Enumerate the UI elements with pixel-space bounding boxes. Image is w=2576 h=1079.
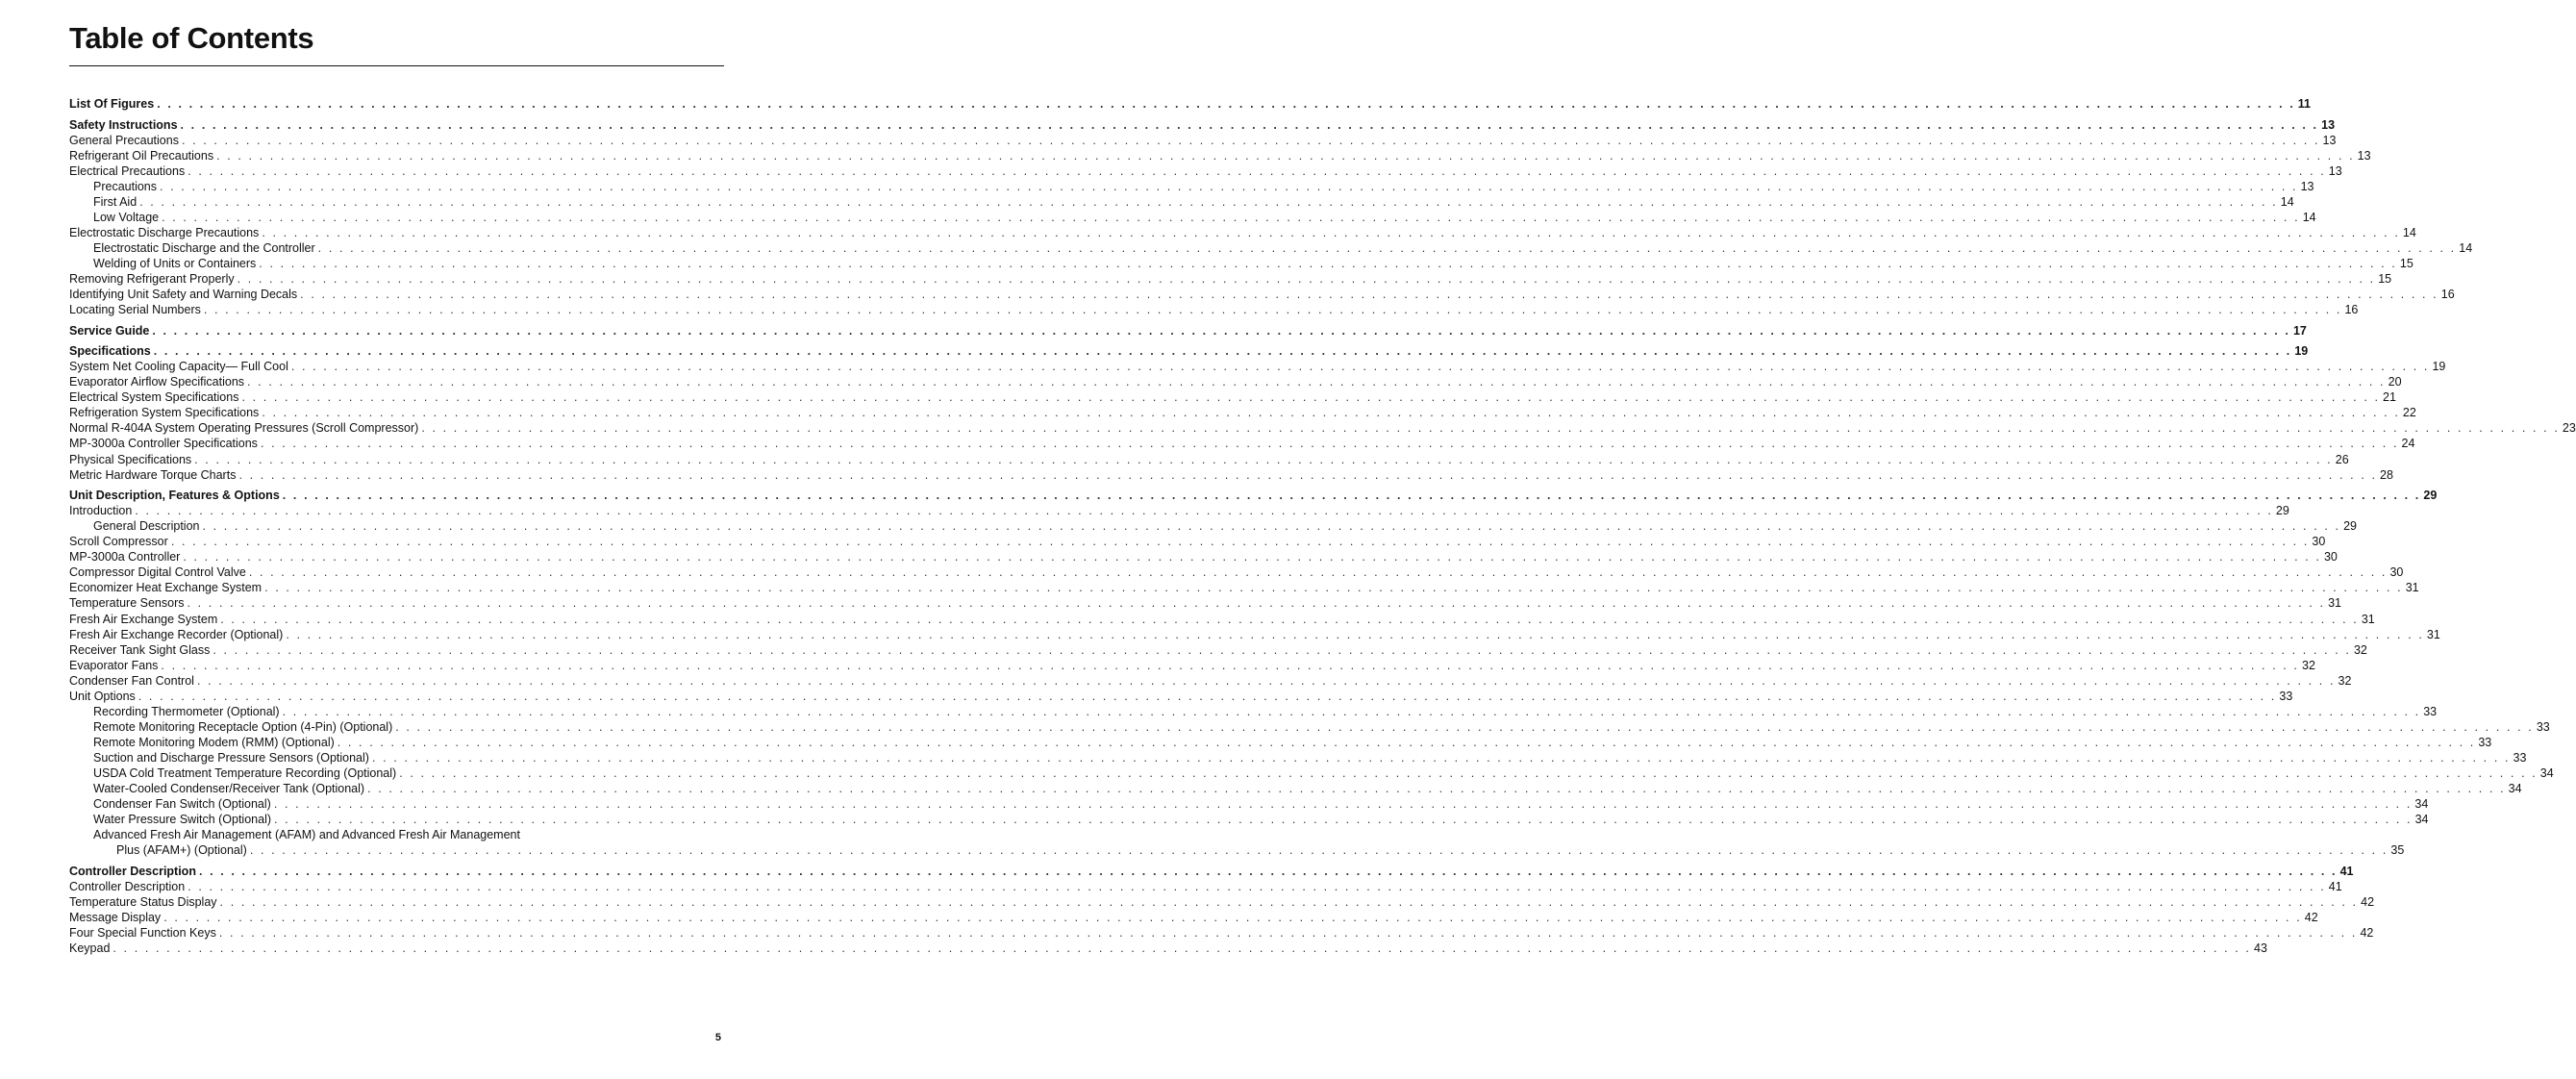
toc-entry-title: Precautions xyxy=(93,179,158,193)
toc-entry-title: Electrical System Specifications xyxy=(69,390,239,405)
toc-entry-page: 30 xyxy=(2389,565,2404,580)
toc-entry-title: Scroll Compressor xyxy=(69,535,168,549)
dot-leader: . . . . . . . . . . . . . . . . . . . . . . . . . . . . . . . . . . . . . . . . . . . . . . . . . . . . . . . . . . . . . . . . . . . . . . . . . . . . . . . . . . . . . . . . . . . . . . . . . . . . . . . . . . . . . . . . . . . . . . . . . . . . . . . . . . . . . . . . . . . . . . . . . . . . . . . . . . . . . . . . . . . . . . . . . . . . . . . . . . . . . . . . . . . . . . . . . . . . . . . . xyxy=(337,735,2476,749)
toc-entry-page: 20 xyxy=(2388,375,2402,389)
toc-entry-page: 17 xyxy=(2292,323,2307,338)
toc-entry-title: Service Guide xyxy=(69,323,150,338)
dot-leader: . . . . . . . . . . . . . . . . . . . . . . . . . . . . . . . . . . . . . . . . . . . . . . . . . . . . . . . . . . . . . . . . . . . . . . . . . . . . . . . . . . . . . . . . . . . . . . . . . . . . . . . . . . . . . . . . . . . . . . . . . . . . . . . . . . . . . . . . . . . . . . . . . . . . . . . . . . . . . . . . . . . . . . . . . . . . . . . . . . . . . . . . . . . . . . . . . . . . . . . . xyxy=(282,704,2421,718)
toc-entry-page: 33 xyxy=(2513,750,2527,765)
toc-entry-title: Fresh Air Exchange Recorder (Optional) xyxy=(69,627,284,641)
toc-entry[interactable] xyxy=(69,689,2293,704)
dot-leader: . . . . . . . . . . . . . . . . . . . . . . . . . . . . . . . . . . . . . . . . . . . . . . . . . . . . . . . . . . . . . . . . . . . . . . . . . . . . . . . . . . . . . . . . . . . . . . . . . . . . . . . . . . . . . . . . . . . . . . . . . . . . . . . . . . . . . . . . . . . . . . . . . . . . . . . . . . . . . . . . . . . . . . . . . . . . . . . . . . . . . . . . . . . . . . . . . . . . . . . . xyxy=(113,941,2251,955)
toc-entry-title: Compressor Digital Control Valve xyxy=(69,565,246,580)
toc-entry-page: 23 xyxy=(2562,421,2576,436)
toc-entry-title: Four Special Function Keys xyxy=(69,925,216,940)
toc-entry-title: Specifications xyxy=(69,344,151,359)
toc-entry-title: Removing Refrigerant Properly xyxy=(69,272,235,287)
toc-entry[interactable] xyxy=(69,534,2326,549)
dot-leader: . . . . . . . . . . . . . . . . . . . . . . . . . . . . . . . . . . . . . . . . . . . . . . . . . . . . . . . . . . . . . . . . . . . . . . . . . . . . . . . . . . . . . . . . . . . . . . . . . . . . . . . . . . . . . . . . . . . . . . . . . . . . . . . . . . . . . . . . . . . . . . . . . . . . . . . . . . . . . . . . . . . . . . . . . . . . . . . . . . . . . . . . . . . . . . . . . . . . . . . . xyxy=(300,288,2438,302)
toc-entry-title: General Description xyxy=(93,519,200,534)
toc-entry-title: Remote Monitoring Receptacle Option (4-Pin) (Optional) xyxy=(93,719,393,734)
toc-entry-page: 30 xyxy=(2323,550,2338,565)
toc-entry[interactable] xyxy=(69,879,2342,894)
toc-entry[interactable] xyxy=(69,518,2357,534)
toc-entry-page: 13 xyxy=(2328,163,2342,178)
dot-leader: . . . . . . . . . . . . . . . . . . . . . . . . . . . . . . . . . . . . . . . . . . . . . . . . . . . . . . . . . . . . . . . . . . . . . . . . . . . . . . . . . . . . . . . . . . . . . . . . . . . . . . . . . . . . . . . . . . . . . . . . . . . . . . . . . . . . . . . . . . . . . . . . . . . . . . . . . . . . . . . . . . . . . . . . . . . . . . . . . . . . . . . . . . . . . . . . . . . . . . . . xyxy=(196,673,2336,688)
dot-leader: . . . . . . . . . . . . . . . . . . . . . . . . . . . . . . . . . . . . . . . . . . . . . . . . . . . . . . . . . . . . . . . . . . . . . . . . . . . . . . . . . . . . . . . . . . . . . . . . . . . . . . . . . . . . . . . . . . . . . . . . . . . . . . . . . . . . . . . . . . . . . . . . . . . . . . . . . . . . . . . . . . . . . . . . . . . . . . . . . . . . . . . . . . . . . . . . . . . . . . . . xyxy=(264,581,2403,595)
toc-entry-page: 33 xyxy=(2423,704,2438,718)
toc-section-entry[interactable] xyxy=(69,864,2354,879)
toc-entry-title: Recording Thermometer (Optional) xyxy=(93,704,280,718)
toc-entry[interactable] xyxy=(69,910,2318,925)
toc-entry-title: Advanced Fresh Air Management (AFAM) and Advanced Fresh Air Management xyxy=(93,828,520,842)
dot-leader: . . . . . . . . . . . . . . . . . . . . . . . . . . . . . . . . . . . . . . . . . . . . . . . . . . . . . . . . . . . . . . . . . . . . . . . . . . . . . . . . . . . . . . . . . . . . . . . . . . . . . . . . . . . . . . . . . . . . . . . . . . . . . . . . . . . . . . . . . . . . . . . . . . . . . . . . . . . . . . . . . . . . . . . . . . . . . . . . . . . . . . . . . . . . . . . . . . . . . . . . xyxy=(152,323,2290,338)
toc-entry-title: Evaporator Airflow Specifications xyxy=(69,375,245,389)
toc-entry[interactable] xyxy=(69,256,2413,271)
toc-entry-title: List Of Figures xyxy=(69,97,155,111)
toc-entry-title: Plus (AFAM+) (Optional) xyxy=(116,843,247,858)
toc-entry[interactable] xyxy=(69,210,2316,225)
toc-entry-page: 19 xyxy=(2294,344,2309,359)
toc-entry-title: System Net Cooling Capacity— Full Cool xyxy=(69,360,288,374)
toc-entry-title: Temperature Status Display xyxy=(69,894,217,909)
toc-entry[interactable] xyxy=(69,503,2289,518)
toc-entry-page: 16 xyxy=(2344,303,2359,317)
page-title: Table of Contents xyxy=(69,21,314,55)
toc-entry[interactable] xyxy=(69,796,2429,812)
toc-entry-page: 30 xyxy=(2312,535,2326,549)
toc-entry-page: 19 xyxy=(2432,360,2446,374)
toc-entry-title: Safety Instructions xyxy=(69,117,178,132)
dot-leader: . . . . . . . . . . . . . . . . . . . . . . . . . . . . . . . . . . . . . . . . . . . . . . . . . . . . . . . . . . . . . . . . . . . . . . . . . . . . . . . . . . . . . . . . . . . . . . . . . . . . . . . . . . . . . . . . . . . . . . . . . . . . . . . . . . . . . . . . . . . . . . . . . . . . . . . . . . . . . . . . . . . . . . . . . . . . . . . . . . . . . . . . . . . . . . . . . . . . . . . . xyxy=(218,925,2358,940)
dot-leader: . . . . . . . . . . . . . . . . . . . . . . . . . . . . . . . . . . . . . . . . . . . . . . . . . . . . . . . . . . . . . . . . . . . . . . . . . . . . . . . . . . . . . . . . . . . . . . . . . . . . . . . . . . . . . . . . . . . . . . . . . . . . . . . . . . . . . . . . . . . . . . . . . . . . . . . . . . . . . . . . . . . . . . . . . . . . . . . . . . . . . . . . . . . . . . . . . . . . . . . . xyxy=(395,719,2534,734)
toc-entry[interactable] xyxy=(69,658,2315,673)
toc-entry-title: Welding of Units or Containers xyxy=(93,256,257,270)
toc-entry-page: 29 xyxy=(2423,489,2438,503)
dot-leader: . . . . . . . . . . . . . . . . . . . . . . . . . . . . . . . . . . . . . . . . . . . . . . . . . . . . . . . . . . . . . . . . . . . . . . . . . . . . . . . . . . . . . . . . . . . . . . . . . . . . . . . . . . . . . . . . . . . . . . . . . . . . . . . . . . . . . . . . . . . . . . . . . . . . . . . . . . . . . . . . . . . . . . . . . . . . . . . . . . . . . . . . . . . . . . . . . . . . . . . . xyxy=(198,864,2338,878)
toc-entry-page: 34 xyxy=(2508,782,2522,796)
dot-leader: . . . . . . . . . . . . . . . . . . . . . . . . . . . . . . . . . . . . . . . . . . . . . . . . . . . . . . . . . . . . . . . . . . . . . . . . . . . . . . . . . . . . . . . . . . . . . . . . . . . . . . . . . . . . . . . . . . . . . . . . . . . . . . . . . . . . . . . . . . . . . . . . . . . . . . . . . . . . . . . . . . . . . . . . . . . . . . . . . . . . . . . . . . . . . . . . . . . . . . . . xyxy=(183,550,2321,565)
toc-entry[interactable] xyxy=(69,595,2342,611)
toc-entry-page: 15 xyxy=(2378,272,2392,287)
toc-entry[interactable] xyxy=(69,374,2402,389)
toc-entry-title: Refrigeration System Specifications xyxy=(69,406,260,420)
toc-entry-title: Metric Hardware Torque Charts xyxy=(69,467,237,482)
toc-entry-title: Refrigerant Oil Precautions xyxy=(69,148,214,163)
toc-entry[interactable] xyxy=(69,673,2352,689)
toc-section-entry[interactable] xyxy=(69,323,2307,339)
toc-entry-page: 34 xyxy=(2414,797,2429,812)
dot-leader: . . . . . . . . . . . . . . . . . . . . . . . . . . . . . . . . . . . . . . . . . . . . . . . . . . . . . . . . . . . . . . . . . . . . . . . . . . . . . . . . . . . . . . . . . . . . . . . . . . . . . . . . . . . . . . . . . . . . . . . . . . . . . . . . . . . . . . . . . . . . . . . . . . . . . . . . . . . . . . . . . . . . . . . . . . . . . . . . . . . . . . . . . . . . . . . . . . . . . . . . xyxy=(238,467,2378,482)
toc-entry-page: 33 xyxy=(2478,735,2492,749)
toc-entry-title: Electrostatic Discharge and the Controller xyxy=(93,240,315,255)
toc-entry-page: 41 xyxy=(2339,864,2354,878)
dot-leader: . . . . . . . . . . . . . . . . . . . . . . . . . . . . . . . . . . . . . . . . . . . . . . . . . . . . . . . . . . . . . . . . . . . . . . . . . . . . . . . . . . . . . . . . . . . . . . . . . . . . . . . . . . . . . . . . . . . . . . . . . . . . . . . . . . . . . . . . . . . . . . . . . . . . . . . . . . . . . . . . . . . . . . . . . . . . . . . . . . . . . . . . . . . . . . . . . . . . . . . . xyxy=(170,535,2310,549)
toc-entry[interactable] xyxy=(69,271,2392,287)
toc-entry[interactable] xyxy=(69,735,2492,750)
toc-entry[interactable] xyxy=(69,827,712,842)
toc-entry-page: 42 xyxy=(2361,894,2375,909)
toc-entry[interactable] xyxy=(69,302,2359,317)
dot-leader: . . . . . . . . . . . . . . . . . . . . . . . . . . . . . . . . . . . . . . . . . . . . . . . . . . . . . . . . . . . . . . . . . . . . . . . . . . . . . . . . . . . . . . . . . . . . . . . . . . . . . . . . . . . . . . . . . . . . . . . . . . . . . . . . . . . . . . . . . . . . . . . . . . . . . . . . . . . . . . . . . . . . . . . . . . . . . . . . . . . . . . . . . . . . . . . . . . . . . . . . xyxy=(188,879,2326,893)
toc-entry-page: 21 xyxy=(2383,390,2396,405)
toc-entry-page: 14 xyxy=(2280,194,2294,209)
dot-leader: . . . . . . . . . . . . . . . . . . . . . . . . . . . . . . . . . . . . . . . . . . . . . . . . . . . . . . . . . . . . . . . . . . . . . . . . . . . . . . . . . . . . . . . . . . . . . . . . . . . . . . . . . . . . . . . . . . . . . . . . . . . . . . . . . . . . . . . . . . . . . . . . . . . . . . . . . . . . . . . . . . . . . . . . . . . . . . . . . . . . . . . . . . . . . . . . . . . . . . . . xyxy=(290,360,2430,374)
toc-entry-title: Condenser Fan Switch (Optional) xyxy=(93,797,271,812)
toc-entry-page: 34 xyxy=(2414,813,2429,827)
toc-entry-page: 42 xyxy=(2304,910,2318,924)
dot-leader: . . . . . . . . . . . . . . . . . . . . . . . . . . . . . . . . . . . . . . . . . . . . . . . . . . . . . . . . . . . . . . . . . . . . . . . . . . . . . . . . . . . . . . . . . . . . . . . . . . . . . . . . . . . . . . . . . . . . . . . . . . . . . . . . . . . . . . . . . . . . . . . . . . . . . . . . . . . . . . . . . . . . . . . . . . . . . . . . . . . . . . . . . . . . . . . . . . . . . . . . xyxy=(213,642,2351,657)
toc-entry-page: 33 xyxy=(2279,689,2293,703)
toc-entry-page: 24 xyxy=(2401,437,2415,451)
dot-leader: . . . . . . . . . . . . . . . . . . . . . . . . . . . . . . . . . . . . . . . . . . . . . . . . . . . . . . . . . . . . . . . . . . . . . . . . . . . . . . . . . . . . . . . . . . . . . . . . . . . . . . . . . . . . . . . . . . . . . . . . . . . . . . . . . . . . . . . . . . . . . . . . . . . . . . . . . . . . . . . . . . . . . . . . . . . . . . . . . . . . . . . . . . . . . . . . . . . . . . . . xyxy=(202,519,2341,534)
toc-entry-page: 31 xyxy=(2361,612,2375,626)
toc-entry-title: Remote Monitoring Modem (RMM) (Optional) xyxy=(93,735,335,749)
toc-entry[interactable] xyxy=(69,750,2527,765)
toc-entry[interactable] xyxy=(69,765,2554,781)
toc-entry-page: 22 xyxy=(2402,406,2416,420)
toc-entry-page: 15 xyxy=(2399,256,2413,270)
toc-entry-title: USDA Cold Treatment Temperature Recording (Optional) xyxy=(93,765,397,780)
toc-entry[interactable] xyxy=(69,359,2446,374)
toc-entry[interactable] xyxy=(69,240,2473,256)
dot-leader: . . . . . . . . . . . . . . . . . . . . . . . . . . . . . . . . . . . . . . . . . . . . . . . . . . . . . . . . . . . . . . . . . . . . . . . . . . . . . . . . . . . . . . . . . . . . . . . . . . . . . . . . . . . . . . . . . . . . . . . . . . . . . . . . . . . . . . . . . . . . . . . . . . . . . . . . . . . . . . . . . . . . . . . . . . . . . . . . . . . . . . . . . . . . . . . . . . . . . . . . xyxy=(273,797,2413,812)
toc-entry-title: Water Pressure Switch (Optional) xyxy=(93,813,272,827)
toc-entry[interactable] xyxy=(69,225,2416,240)
toc-entry-title: Electrostatic Discharge Precautions xyxy=(69,225,260,239)
toc-entry[interactable] xyxy=(69,405,2416,420)
toc-entry-title: Normal R-404A System Operating Pressures (Scroll Compressor) xyxy=(69,421,419,436)
page-number: 5 xyxy=(714,1032,721,1043)
dot-leader: . . . . . . . . . . . . . . . . . . . . . . . . . . . . . . . . . . . . . . . . . . . . . . . . . . . . . . . . . . . . . . . . . . . . . . . . . . . . . . . . . . . . . . . . . . . . . . . . . . . . . . . . . . . . . . . . . . . . . . . . . . . . . . . . . . . . . . . . . . . . . . . . . . . . . . . . . . . . . . . . . . . . . . . . . . . . . . . . . . . . . . . . . . . . . . . . . . . . . . . . xyxy=(247,375,2386,389)
toc-entry-page: 16 xyxy=(2440,288,2455,302)
toc-entry-title: Identifying Unit Safety and Warning Decals xyxy=(69,288,298,302)
toc-entry[interactable] xyxy=(69,420,2576,436)
toc-entry-page: 26 xyxy=(2335,452,2349,466)
dot-leader: . . . . . . . . . . . . . . . . . . . . . . . . . . . . . . . . . . . . . . . . . . . . . . . . . . . . . . . . . . . . . . . . . . . . . . . . . . . . . . . . . . . . . . . . . . . . . . . . . . . . . . . . . . . . . . . . . . . . . . . . . . . . . . . . . . . . . . . . . . . . . . . . . . . . . . . . . . . . . . . . . . . . . . . . . . . . . . . . . . . . . . . . . . . . . . . . . . . . . . . . xyxy=(220,612,2359,626)
toc-entry-title: Water-Cooled Condenser/Receiver Tank (Optional) xyxy=(93,782,365,796)
toc-entry-page: 32 xyxy=(2338,673,2352,688)
toc-entry[interactable] xyxy=(69,842,2405,858)
dot-leader: . . . . . . . . . . . . . . . . . . . . . . . . . . . . . . . . . . . . . . . . . . . . . . . . . . . . . . . . . . . . . . . . . . . . . . . . . . . . . . . . . . . . . . . . . . . . . . . . . . . . . . . . . . . . . . . . . . . . . . . . . . . . . . . . . . . . . . . . . . . . . . . . . . . . . . . . . . . . . . . . . . . . . . . . . . . . . . . . . . . . . . . . . . . . . . . . . . . . . . . . xyxy=(399,765,2538,780)
dot-leader: . . . . . . . . . . . . . . . . . . . . . . . . . . . . . . . . . . . . . . . . . . . . . . . . . . . . . . . . . . . . . . . . . . . . . . . . . . . . . . . . . . . . . . . . . . . . . . . . . . . . . . . . . . . . . . . . . . . . . . . . . . . . . . . . . . . . . . . . . . . . . . . . . . . . . . . . . . . . . . . . . . . . . . . . . . . . . . . . . . . . . . . . . . . . . . . . . . . . . . . . xyxy=(135,504,2273,518)
dot-leader: . . . . . . . . . . . . . . . . . . . . . . . . . . . . . . . . . . . . . . . . . . . . . . . . . . . . . . . . . . . . . . . . . . . . . . . . . . . . . . . . . . . . . . . . . . . . . . . . . . . . . . . . . . . . . . . . . . . . . . . . . . . . . . . . . . . . . . . . . . . . . . . . . . . . . . . . . . . . . . . . . . . . . . . . . . . . . . . . . . . . . . . . . . . . . . . . . . . . . . . . xyxy=(260,437,2399,451)
toc-entry-title: Suction and Discharge Pressure Sensors (Optional) xyxy=(93,750,369,765)
toc-entry-page: 14 xyxy=(2402,225,2416,239)
toc-entry[interactable] xyxy=(69,436,2415,451)
dot-leader: . . . . . . . . . . . . . . . . . . . . . . . . . . . . . . . . . . . . . . . . . . . . . . . . . . . . . . . . . . . . . . . . . . . . . . . . . . . . . . . . . . . . . . . . . . . . . . . . . . . . . . . . . . . . . . . . . . . . . . . . . . . . . . . . . . . . . . . . . . . . . . . . . . . . . . . . . . . . . . . . . . . . . . . . . . . . . . . . . . . . . . . . . . . . . . . . . . . . . . . . xyxy=(237,272,2376,287)
toc-entry-title: Condenser Fan Control xyxy=(69,673,194,688)
toc-entry[interactable] xyxy=(69,812,2429,827)
dot-leader: . . . . . . . . . . . . . . . . . . . . . . . . . . . . . . . . . . . . . . . . . . . . . . . . . . . . . . . . . . . . . . . . . . . . . . . . . . . . . . . . . . . . . . . . . . . . . . . . . . . . . . . . . . . . . . . . . . . . . . . . . . . . . . . . . . . . . . . . . . . . . . . . . . . . . . . . . . . . . . . . . . . . . . . . . . . . . . . . . . . . . . . . . . . . . . . . . . . . . . . . xyxy=(157,97,2295,111)
toc-entry-title: Physical Specifications xyxy=(69,452,192,466)
toc-entry-title: Fresh Air Exchange System xyxy=(69,612,218,626)
toc-entry-title: MP-3000a Controller Specifications xyxy=(69,437,258,451)
toc-section-entry[interactable] xyxy=(69,343,2309,359)
toc-entry[interactable] xyxy=(69,941,2267,956)
toc-entry-page: 32 xyxy=(2302,658,2315,672)
toc-entry-page: 13 xyxy=(2300,179,2314,193)
dot-leader: . . . . . . . . . . . . . . . . . . . . . . . . . . . . . . . . . . . . . . . . . . . . . . . . . . . . . . . . . . . . . . . . . . . . . . . . . . . . . . . . . . . . . . . . . . . . . . . . . . . . . . . . . . . . . . . . . . . . . . . . . . . . . . . . . . . . . . . . . . . . . . . . . . . . . . . . . . . . . . . . . . . . . . . . . . . . . . . . . . . . . . . . . . . . . . . . . . . . . . . . xyxy=(216,148,2355,163)
dot-leader: . . . . . . . . . . . . . . . . . . . . . . . . . . . . . . . . . . . . . . . . . . . . . . . . . . . . . . . . . . . . . . . . . . . . . . . . . . . . . . . . . . . . . . . . . . . . . . . . . . . . . . . . . . . . . . . . . . . . . . . . . . . . . . . . . . . . . . . . . . . . . . . . . . . . . . . . . . . . . . . . . . . . . . . . . . . . . . . . . . . . . . . . . . . . . . . . . . . . . . . . xyxy=(188,163,2326,178)
toc-section-entry[interactable] xyxy=(69,117,2336,133)
dot-leader: . . . . . . . . . . . . . . . . . . . . . . . . . . . . . . . . . . . . . . . . . . . . . . . . . . . . . . . . . . . . . . . . . . . . . . . . . . . . . . . . . . . . . . . . . . . . . . . . . . . . . . . . . . . . . . . . . . . . . . . . . . . . . . . . . . . . . . . . . . . . . . . . . . . . . . . . . . . . . . . . . . . . . . . . . . . . . . . . . . . . . . . . . . . . . . . . . . . . . . . . xyxy=(241,390,2381,405)
toc-entry[interactable] xyxy=(69,452,2349,467)
dot-leader: . . . . . . . . . . . . . . . . . . . . . . . . . . . . . . . . . . . . . . . . . . . . . . . . . . . . . . . . . . . . . . . . . . . . . . . . . . . . . . . . . . . . . . . . . . . . . . . . . . . . . . . . . . . . . . . . . . . . . . . . . . . . . . . . . . . . . . . . . . . . . . . . . . . . . . . . . . . . . . . . . . . . . . . . . . . . . . . . . . . . . . . . . . . . . . . . . . . . . . . . xyxy=(138,689,2277,703)
dot-leader: . . . . . . . . . . . . . . . . . . . . . . . . . . . . . . . . . . . . . . . . . . . . . . . . . . . . . . . . . . . . . . . . . . . . . . . . . . . . . . . . . . . . . . . . . . . . . . . . . . . . . . . . . . . . . . . . . . . . . . . . . . . . . . . . . . . . . . . . . . . . . . . . . . . . . . . . . . . . . . . . . . . . . . . . . . . . . . . . . . . . . . . . . . . . . . . . . . . . . . . . xyxy=(371,750,2511,765)
toc-entry-title: Message Display xyxy=(69,910,162,924)
dot-leader: . . . . . . . . . . . . . . . . . . . . . . . . . . . . . . . . . . . . . . . . . . . . . . . . . . . . . . . . . . . . . . . . . . . . . . . . . . . . . . . . . . . . . . . . . . . . . . . . . . . . . . . . . . . . . . . . . . . . . . . . . . . . . . . . . . . . . . . . . . . . . . . . . . . . . . . . . . . . . . . . . . . . . . . . . . . . . . . . . . . . . . . . . . . . . . . . . . . . . . . . xyxy=(274,813,2413,827)
dot-leader: . . . . . . . . . . . . . . . . . . . . . . . . . . . . . . . . . . . . . . . . . . . . . . . . . . . . . . . . . . . . . . . . . . . . . . . . . . . . . . . . . . . . . . . . . . . . . . . . . . . . . . . . . . . . . . . . . . . . . . . . . . . . . . . . . . . . . . . . . . . . . . . . . . . . . . . . . . . . . . . . . . . . . . . . . . . . . . . . . . . . . . . . . . . . . . . . . . . . . . . . xyxy=(153,344,2292,359)
toc-entry-page: 29 xyxy=(2275,504,2289,518)
toc-entry-title: Evaporator Fans xyxy=(69,658,159,672)
dot-leader: . . . . . . . . . . . . . . . . . . . . . . . . . . . . . . . . . . . . . . . . . . . . . . . . . . . . . . . . . . . . . . . . . . . . . . . . . . . . . . . . . . . . . . . . . . . . . . . . . . . . . . . . . . . . . . . . . . . . . . . . . . . . . . . . . . . . . . . . . . . . . . . . . . . . . . . . . . . . . . . . . . . . . . . . . . . . . . . . . . . . . . . . . . . . . . . . . . . . . . . . xyxy=(194,452,2333,466)
toc-entry-title: Controller Description xyxy=(69,864,196,878)
toc-entry-page: 31 xyxy=(2405,581,2419,595)
dot-leader: . . . . . . . . . . . . . . . . . . . . . . . . . . . . . . . . . . . . . . . . . . . . . . . . . . . . . . . . . . . . . . . . . . . . . . . . . . . . . . . . . . . . . . . . . . . . . . . . . . . . . . . . . . . . . . . . . . . . . . . . . . . . . . . . . . . . . . . . . . . . . . . . . . . . . . . . . . . . . . . . . . . . . . . . . . . . . . . . . . . . . . . . . . . . . . . . . . . . . . . . xyxy=(160,179,2298,193)
toc-entry[interactable] xyxy=(69,287,2455,302)
table-of-contents xyxy=(69,96,2576,956)
toc-entry-page: 13 xyxy=(2321,117,2336,132)
toc-entry-page: 11 xyxy=(2297,97,2312,111)
dot-leader: . . . . . . . . . . . . . . . . . . . . . . . . . . . . . . . . . . . . . . . . . . . . . . . . . . . . . . . . . . . . . . . . . . . . . . . . . . . . . . . . . . . . . . . . . . . . . . . . . . . . . . . . . . . . . . . . . . . . . . . . . . . . . . . . . . . . . . . . . . . . . . . . . . . . . . . . . . . . . . . . . . . . . . . . . . . . . . . . . . . . . . . . . . . . . . . . . . . . . . . . xyxy=(180,117,2319,132)
toc-entry-title: First Aid xyxy=(93,194,138,209)
toc-entry[interactable] xyxy=(69,163,2342,179)
toc-entry[interactable] xyxy=(69,894,2375,910)
toc-entry[interactable] xyxy=(69,565,2404,580)
toc-entry-title: Unit Options xyxy=(69,689,136,703)
toc-entry[interactable] xyxy=(69,642,2367,658)
toc-entry-title: Controller Description xyxy=(69,879,186,893)
toc-entry-page: 41 xyxy=(2328,879,2342,893)
dot-leader: . . . . . . . . . . . . . . . . . . . . . . . . . . . . . . . . . . . . . . . . . . . . . . . . . . . . . . . . . . . . . . . . . . . . . . . . . . . . . . . . . . . . . . . . . . . . . . . . . . . . . . . . . . . . . . . . . . . . . . . . . . . . . . . . . . . . . . . . . . . . . . . . . . . . . . . . . . . . . . . . . . . . . . . . . . . . . . . . . . . . . . . . . . . . . . . . . . . . . . . . xyxy=(249,843,2388,858)
toc-entry-title: Unit Description, Features & Options xyxy=(69,489,280,503)
dot-leader: . . . . . . . . . . . . . . . . . . . . . . . . . . . . . . . . . . . . . . . . . . . . . . . . . . . . . . . . . . . . . . . . . . . . . . . . . . . . . . . . . . . . . . . . . . . . . . . . . . . . . . . . . . . . . . . . . . . . . . . . . . . . . . . . . . . . . . . . . . . . . . . . . . . . . . . . . . . . . . . . . . . . . . . . . . . . . . . . . . . . . . . . . . . . . . . . . . . . . . . . xyxy=(163,910,2302,924)
toc-entry-title: Keypad xyxy=(69,941,111,955)
toc-entry-page: 34 xyxy=(2539,765,2554,780)
toc-entry[interactable] xyxy=(69,389,2396,405)
toc-entry[interactable] xyxy=(69,925,2374,941)
toc-section-entry[interactable] xyxy=(69,96,2312,112)
toc-entry-title: Low Voltage xyxy=(93,210,160,224)
dot-leader: . . . . . . . . . . . . . . . . . . . . . . . . . . . . . . . . . . . . . . . . . . . . . . . . . . . . . . . . . . . . . . . . . . . . . . . . . . . . . . . . . . . . . . . . . . . . . . . . . . . . . . . . . . . . . . . . . . . . . . . . . . . . . . . . . . . . . . . . . . . . . . . . . . . . . . . . . . . . . . . . . . . . . . . . . . . . . . . . . . . . . . . . . . . . . . . . . . . . . . . . xyxy=(262,225,2400,239)
toc-entry-title: Receiver Tank Sight Glass xyxy=(69,642,211,657)
dot-leader: . . . . . . . . . . . . . . . . . . . . . . . . . . . . . . . . . . . . . . . . . . . . . . . . . . . . . . . . . . . . . . . . . . . . . . . . . . . . . . . . . . . . . . . . . . . . . . . . . . . . . . . . . . . . . . . . . . . . . . . . . . . . . . . . . . . . . . . . . . . . . . . . . . . . . . . . . . . . . . . . . . . . . . . . . . . . . . . . . . . . . . . . . . . . . . . . . . . . . . . . xyxy=(181,133,2320,147)
toc-entry-page: 13 xyxy=(2322,133,2337,147)
dot-leader: . . . . . . . . . . . . . . . . . . . . . . . . . . . . . . . . . . . . . . . . . . . . . . . . . . . . . . . . . . . . . . . . . . . . . . . . . . . . . . . . . . . . . . . . . . . . . . . . . . . . . . . . . . . . . . . . . . . . . . . . . . . . . . . . . . . . . . . . . . . . . . . . . . . . . . . . . . . . . . . . . . . . . . . . . . . . . . . . . . . . . . . . . . . . . . . . . . . . . . . . xyxy=(282,489,2421,503)
dot-leader: . . . . . . . . . . . . . . . . . . . . . . . . . . . . . . . . . . . . . . . . . . . . . . . . . . . . . . . . . . . . . . . . . . . . . . . . . . . . . . . . . . . . . . . . . . . . . . . . . . . . . . . . . . . . . . . . . . . . . . . . . . . . . . . . . . . . . . . . . . . . . . . . . . . . . . . . . . . . . . . . . . . . . . . . . . . . . . . . . . . . . . . . . . . . . . . . . . . . . . . . xyxy=(317,240,2457,255)
toc-entry-page: 31 xyxy=(2328,596,2342,611)
dot-leader: . . . . . . . . . . . . . . . . . . . . . . . . . . . . . . . . . . . . . . . . . . . . . . . . . . . . . . . . . . . . . . . . . . . . . . . . . . . . . . . . . . . . . . . . . . . . . . . . . . . . . . . . . . . . . . . . . . . . . . . . . . . . . . . . . . . . . . . . . . . . . . . . . . . . . . . . . . . . . . . . . . . . . . . . . . . . . . . . . . . . . . . . . . . . . . . . . . . . . . . . xyxy=(162,210,2300,224)
toc-entry-page: 14 xyxy=(2302,210,2316,224)
dot-leader: . . . . . . . . . . . . . . . . . . . . . . . . . . . . . . . . . . . . . . . . . . . . . . . . . . . . . . . . . . . . . . . . . . . . . . . . . . . . . . . . . . . . . . . . . . . . . . . . . . . . . . . . . . . . . . . . . . . . . . . . . . . . . . . . . . . . . . . . . . . . . . . . . . . . . . . . . . . . . . . . . . . . . . . . . . . . . . . . . . . . . . . . . . . . . . . . . . . . . . . . xyxy=(421,421,2560,436)
toc-entry-page: 42 xyxy=(2360,925,2374,940)
toc-entry-title: Electrical Precautions xyxy=(69,163,186,178)
toc-entry[interactable] xyxy=(69,580,2419,595)
toc-section-entry[interactable] xyxy=(69,488,2438,503)
toc-entry[interactable] xyxy=(69,194,2294,210)
dot-leader: . . . . . . . . . . . . . . . . . . . . . . . . . . . . . . . . . . . . . . . . . . . . . . . . . . . . . . . . . . . . . . . . . . . . . . . . . . . . . . . . . . . . . . . . . . . . . . . . . . . . . . . . . . . . . . . . . . . . . . . . . . . . . . . . . . . . . . . . . . . . . . . . . . . . . . . . . . . . . . . . . . . . . . . . . . . . . . . . . . . . . . . . . . . . . . . . . . . . . . . . xyxy=(286,627,2424,641)
title-divider xyxy=(69,65,724,66)
toc-entry-title: Introduction xyxy=(69,504,133,518)
toc-entry[interactable] xyxy=(69,467,2393,483)
toc-entry[interactable] xyxy=(69,781,2522,796)
toc-entry-page: 28 xyxy=(2380,467,2393,482)
toc-entry-page: 13 xyxy=(2357,148,2371,163)
toc-entry-page: 43 xyxy=(2254,941,2267,955)
toc-entry-title: Economizer Heat Exchange System xyxy=(69,581,263,595)
dot-leader: . . . . . . . . . . . . . . . . . . . . . . . . . . . . . . . . . . . . . . . . . . . . . . . . . . . . . . . . . . . . . . . . . . . . . . . . . . . . . . . . . . . . . . . . . . . . . . . . . . . . . . . . . . . . . . . . . . . . . . . . . . . . . . . . . . . . . . . . . . . . . . . . . . . . . . . . . . . . . . . . . . . . . . . . . . . . . . . . . . . . . . . . . . . . . . . . . . . . . . . . xyxy=(248,565,2388,580)
toc-entry[interactable] xyxy=(69,549,2338,565)
toc-entry-page: 32 xyxy=(2353,642,2367,657)
toc-entry-title: General Precautions xyxy=(69,133,179,147)
toc-entry[interactable] xyxy=(69,148,2371,163)
dot-leader: . . . . . . . . . . . . . . . . . . . . . . . . . . . . . . . . . . . . . . . . . . . . . . . . . . . . . . . . . . . . . . . . . . . . . . . . . . . . . . . . . . . . . . . . . . . . . . . . . . . . . . . . . . . . . . . . . . . . . . . . . . . . . . . . . . . . . . . . . . . . . . . . . . . . . . . . . . . . . . . . . . . . . . . . . . . . . . . . . . . . . . . . . . . . . . . . . . . . . . . . xyxy=(161,658,2300,672)
toc-entry-title: MP-3000a Controller xyxy=(69,550,181,565)
dot-leader: . . . . . . . . . . . . . . . . . . . . . . . . . . . . . . . . . . . . . . . . . . . . . . . . . . . . . . . . . . . . . . . . . . . . . . . . . . . . . . . . . . . . . . . . . . . . . . . . . . . . . . . . . . . . . . . . . . . . . . . . . . . . . . . . . . . . . . . . . . . . . . . . . . . . . . . . . . . . . . . . . . . . . . . . . . . . . . . . . . . . . . . . . . . . . . . . . . . . . . . . xyxy=(259,256,2397,270)
toc-entry-title: Temperature Sensors xyxy=(69,596,185,611)
dot-leader: . . . . . . . . . . . . . . . . . . . . . . . . . . . . . . . . . . . . . . . . . . . . . . . . . . . . . . . . . . . . . . . . . . . . . . . . . . . . . . . . . . . . . . . . . . . . . . . . . . . . . . . . . . . . . . . . . . . . . . . . . . . . . . . . . . . . . . . . . . . . . . . . . . . . . . . . . . . . . . . . . . . . . . . . . . . . . . . . . . . . . . . . . . . . . . . . . . . . . . . . xyxy=(139,194,2278,209)
dot-leader: . . . . . . . . . . . . . . . . . . . . . . . . . . . . . . . . . . . . . . . . . . . . . . . . . . . . . . . . . . . . . . . . . . . . . . . . . . . . . . . . . . . . . . . . . . . . . . . . . . . . . . . . . . . . . . . . . . . . . . . . . . . . . . . . . . . . . . . . . . . . . . . . . . . . . . . . . . . . . . . . . . . . . . . . . . . . . . . . . . . . . . . . . . . . . . . . . . . . . . . . xyxy=(367,782,2506,796)
toc-entry-page: 31 xyxy=(2426,627,2440,641)
dot-leader: . . . . . . . . . . . . . . . . . . . . . . . . . . . . . . . . . . . . . . . . . . . . . . . . . . . . . . . . . . . . . . . . . . . . . . . . . . . . . . . . . . . . . . . . . . . . . . . . . . . . . . . . . . . . . . . . . . . . . . . . . . . . . . . . . . . . . . . . . . . . . . . . . . . . . . . . . . . . . . . . . . . . . . . . . . . . . . . . . . . . . . . . . . . . . . . . . . . . . . . . xyxy=(262,406,2400,420)
toc-entry-page: 14 xyxy=(2459,240,2473,255)
dot-leader: . . . . . . . . . . . . . . . . . . . . . . . . . . . . . . . . . . . . . . . . . . . . . . . . . . . . . . . . . . . . . . . . . . . . . . . . . . . . . . . . . . . . . . . . . . . . . . . . . . . . . . . . . . . . . . . . . . . . . . . . . . . . . . . . . . . . . . . . . . . . . . . . . . . . . . . . . . . . . . . . . . . . . . . . . . . . . . . . . . . . . . . . . . . . . . . . . . . . . . . . xyxy=(219,894,2359,909)
toc-entry-page: 33 xyxy=(2536,719,2550,734)
toc-entry[interactable] xyxy=(69,179,2314,194)
toc-entry-page: 29 xyxy=(2343,519,2357,534)
toc-entry[interactable] xyxy=(69,719,2550,735)
toc-entry-page: 35 xyxy=(2390,843,2405,858)
toc-entry[interactable] xyxy=(69,133,2337,148)
toc-entry-title: Locating Serial Numbers xyxy=(69,303,201,317)
toc-entry[interactable] xyxy=(69,704,2438,719)
toc-entry[interactable] xyxy=(69,627,2440,642)
dot-leader: . . . . . . . . . . . . . . . . . . . . . . . . . . . . . . . . . . . . . . . . . . . . . . . . . . . . . . . . . . . . . . . . . . . . . . . . . . . . . . . . . . . . . . . . . . . . . . . . . . . . . . . . . . . . . . . . . . . . . . . . . . . . . . . . . . . . . . . . . . . . . . . . . . . . . . . . . . . . . . . . . . . . . . . . . . . . . . . . . . . . . . . . . . . . . . . . . . . . . . . . xyxy=(203,303,2342,317)
toc-entry[interactable] xyxy=(69,612,2375,627)
dot-leader: . . . . . . . . . . . . . . . . . . . . . . . . . . . . . . . . . . . . . . . . . . . . . . . . . . . . . . . . . . . . . . . . . . . . . . . . . . . . . . . . . . . . . . . . . . . . . . . . . . . . . . . . . . . . . . . . . . . . . . . . . . . . . . . . . . . . . . . . . . . . . . . . . . . . . . . . . . . . . . . . . . . . . . . . . . . . . . . . . . . . . . . . . . . . . . . . . . . . . . . . xyxy=(187,596,2326,611)
